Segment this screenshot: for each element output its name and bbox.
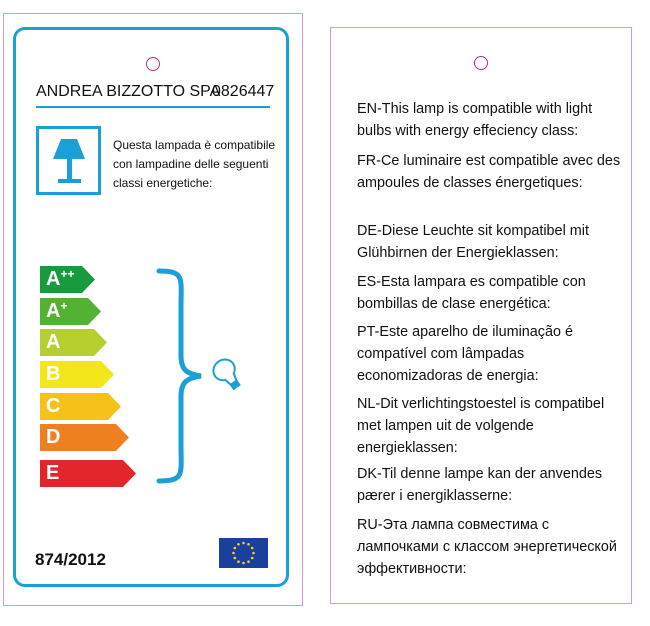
paragraph-en: EN-This lamp is compatible with light bulbs with energy effeciency class: xyxy=(357,101,593,139)
eu-flag-icon xyxy=(219,538,268,568)
energy-class-e: E xyxy=(40,460,137,487)
energy-class-a-plus: A+ xyxy=(40,298,102,325)
header-divider xyxy=(36,106,270,108)
energy-class-d: D xyxy=(40,424,130,451)
hang-hole-right xyxy=(474,56,488,70)
energy-class-a: A xyxy=(40,329,108,356)
energy-class-c: C xyxy=(40,393,122,420)
paragraph-ru: RU-Эта лампа совместима с лампочками с классом энергетической эффективности: xyxy=(357,517,617,577)
paragraph-es: ES-Esta lampara es compatible con bombillas de clase energética: xyxy=(357,274,586,312)
light-bulb-icon xyxy=(208,352,252,394)
brand-name: ANDREA BIZZOTTO SPA xyxy=(36,83,221,100)
energy-class-a-plus-plus: A++ xyxy=(40,266,96,293)
paragraph-pt: PT-Este aparelho de iluminação é compatível com lâmpadas economizadoras de energia: xyxy=(357,324,573,384)
energy-class-b: B xyxy=(40,361,115,388)
table-lamp-icon xyxy=(36,126,101,195)
paragraph-nl: NL-Dit verlichtingstoestel is compatibel met lampen uit de volgende energieklassen: xyxy=(357,396,605,456)
curly-brace-icon xyxy=(155,268,205,484)
product-code: 0826447 xyxy=(212,83,275,100)
paragraph-de: DE-Diese Leuchte sit kompatibel mit Glühbirnen der Energieklassen: xyxy=(357,223,589,261)
compatibility-text-it: Questa lampada è compatibile con lampadine delle seguenti classi energetiche: xyxy=(113,138,276,190)
paragraph-fr: FR-Ce luminaire est compatible avec des ampoules de classes énergetiques: xyxy=(357,153,621,191)
regulation-number: 874/2012 xyxy=(35,550,106,569)
paragraph-dk: DK-Til denne lampe kan der anvendes pærer i energiklasserne: xyxy=(357,466,603,504)
